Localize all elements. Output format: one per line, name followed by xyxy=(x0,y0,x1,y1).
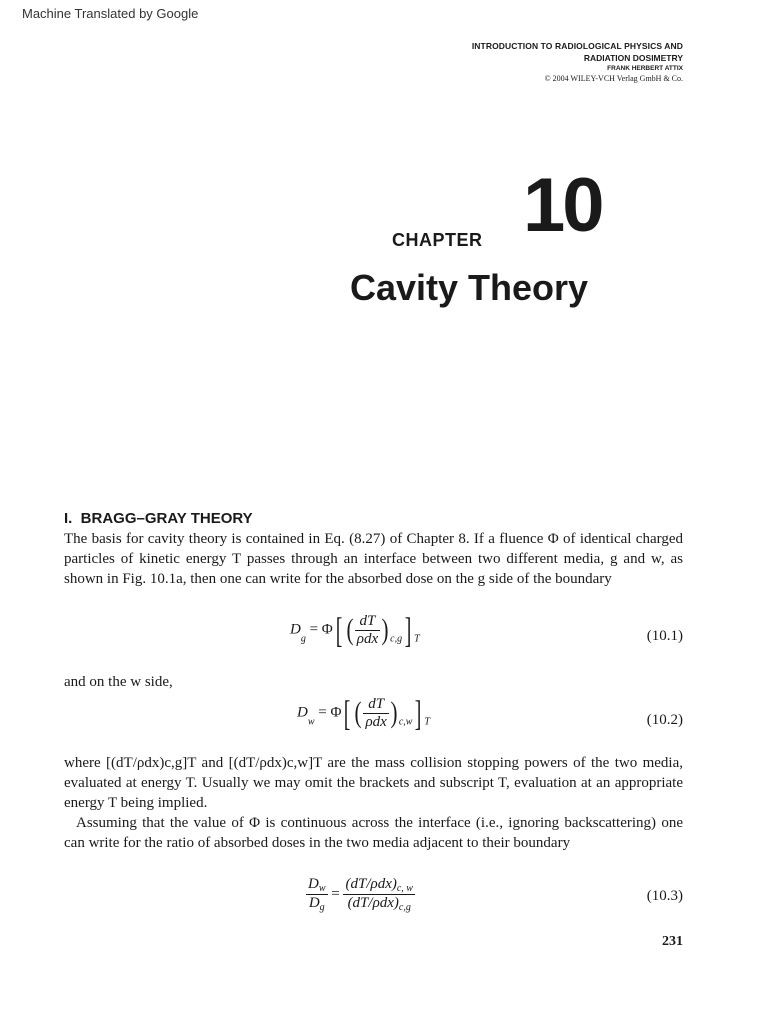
fraction-numerator xyxy=(343,876,414,895)
eq-symbol: = xyxy=(331,886,340,902)
equation-10-1 xyxy=(290,612,420,648)
fraction-denominator xyxy=(306,895,328,913)
eq-symbol: = Φ xyxy=(318,704,342,721)
paragraph-text: Assuming that the value of Φ is continuous across the interface (i.e., ignoring backscattering) one can write for the ratio of absorbed doses in the two media adjacent to their boundary xyxy=(64,815,683,851)
chapter-number: 10 xyxy=(523,163,602,248)
eq-subscript: c,g xyxy=(390,633,403,645)
machine-translation-notice: Machine Translated by Google xyxy=(22,6,199,21)
bracket-close: ] xyxy=(404,610,412,650)
eq-symbol: (dT/ρdx) xyxy=(347,895,399,911)
equation-number: (10.2) xyxy=(646,712,683,728)
fraction-denominator: ρdx xyxy=(356,630,379,647)
bracket-open: [ xyxy=(344,693,351,733)
fraction-denominator: ρdx xyxy=(365,713,387,730)
chapter-title: Cavity Theory xyxy=(350,267,589,308)
eq-symbol: D xyxy=(308,895,320,911)
fraction-numerator: dT xyxy=(363,696,388,714)
eq-subscript: c,g xyxy=(398,902,411,913)
fraction-denominator xyxy=(343,895,414,913)
section-heading: I. BRAGG–GRAY THEORY xyxy=(64,510,253,527)
book-title-line-2: RADIATION DOSIMETRY xyxy=(583,53,683,63)
paren-open: ( xyxy=(346,613,354,646)
eq-symbol: D xyxy=(297,704,308,721)
eq-subscript: c,w xyxy=(398,716,413,728)
eq-symbol: D xyxy=(308,876,319,892)
equation-number: (10.1) xyxy=(646,628,683,644)
eq-subscript: g xyxy=(319,902,325,913)
book-author: FRANK HERBERT ATTIX xyxy=(607,65,683,72)
eq-subscript: T xyxy=(414,633,420,645)
chapter-label: CHAPTER xyxy=(392,230,483,250)
paren-close: ) xyxy=(381,613,389,646)
paragraph-text: and on the w side, xyxy=(64,674,173,690)
fraction xyxy=(355,613,380,648)
paren-open: ( xyxy=(354,696,362,729)
equation-number: (10.3) xyxy=(646,888,683,904)
equation-10-2 xyxy=(297,695,430,731)
eq-subscript: c, w xyxy=(396,883,413,894)
eq-subscript: g xyxy=(300,633,306,645)
eq-subscript: T xyxy=(424,716,430,728)
paragraph-text: where [(dT/ρdx)c,g]T and [(dT/ρdx)c,w]T are the mass collision stopping powers of the two media, evaluated at energy T. Usually we may omit the brackets and subscript T, evaluation at an appropriate energy T being implied. xyxy=(64,755,683,811)
fraction xyxy=(363,696,388,731)
equation-10-3 xyxy=(306,876,415,913)
fraction-dose-ratio xyxy=(306,876,328,913)
page-number: 231 xyxy=(662,934,683,949)
paren-close: ) xyxy=(390,696,398,729)
paragraph-stopping-powers xyxy=(64,753,683,853)
fraction-numerator: dT xyxy=(355,613,380,631)
paragraph-text: The basis for cavity theory is contained in Eq. (8.27) of Chapter 8. If a fluence Φ of identical charged particles of kinetic energy T passes through an interface between two different media, g and w, as shown in Fig. 10.1a, then one can write for the absorbed dose on the g side of the boundary xyxy=(64,531,683,587)
copyright-line: © 2004 WILEY-VCH Verlag GmbH & Co. xyxy=(544,74,683,83)
eq-symbol: (dT/ρdx) xyxy=(345,876,397,892)
fraction-stopping-power-ratio xyxy=(343,876,414,913)
eq-subscript: w xyxy=(318,883,326,894)
bracket-close: ] xyxy=(415,693,422,733)
eq-symbol: D xyxy=(290,621,301,638)
fraction-numerator xyxy=(306,876,328,895)
paragraph-intro xyxy=(64,529,683,589)
paragraph-w-side xyxy=(64,672,683,692)
book-title-line-1: INTRODUCTION TO RADIOLOGICAL PHYSICS AND xyxy=(471,41,683,51)
bracket-open: [ xyxy=(335,610,343,650)
eq-symbol: = Φ xyxy=(309,621,333,638)
eq-subscript: w xyxy=(307,716,315,728)
